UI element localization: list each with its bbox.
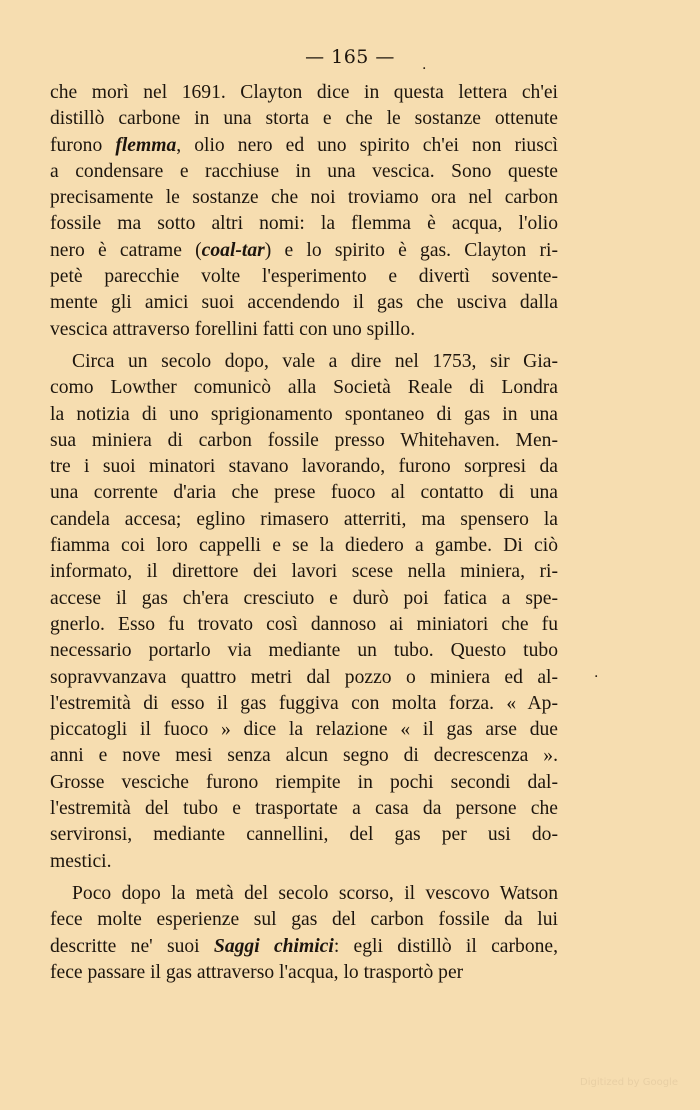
text-line: precisamente le sostanze che noi troviamo ora nel carbon bbox=[50, 187, 558, 209]
text-line: che morì nel 1691. Clayton dice in questa lettera ch'ei bbox=[50, 82, 558, 103]
page-number: — 165 — bbox=[305, 46, 395, 68]
text-line: Circa un secolo dopo, vale a dire nel 1753, sir Gia- bbox=[72, 350, 558, 372]
text-line: una corrente d'aria che prese fuoco al contatto di una bbox=[50, 482, 558, 504]
text-line: necessario portarlo via mediante un tubo. Questo tubo bbox=[50, 640, 558, 662]
paragraph bbox=[50, 349, 558, 875]
text-line: mestici. bbox=[50, 850, 112, 872]
text-segment: , olio nero ed uno spirito ch'ei non riuscì bbox=[176, 134, 558, 156]
watermark: Digitized by Google bbox=[580, 1077, 678, 1088]
text-line: sua miniera di carbon fossile presso Whitehaven. Men- bbox=[50, 429, 558, 451]
text-line: l'estremità del tubo e trasportate a casa da persone che bbox=[50, 798, 558, 820]
text-line: piccatogli il fuoco » dice la relazione « il gas arse due bbox=[50, 719, 558, 741]
text-line: informato, il direttore dei lavori scese nella miniera, ri- bbox=[50, 561, 558, 583]
text-segment: : egli distillò il carbone, bbox=[333, 935, 559, 957]
text-line: mente gli amici suoi accendendo il gas che usciva dalla bbox=[50, 292, 558, 314]
italic-term: coal-tar bbox=[201, 239, 265, 261]
text-line: Poco dopo la metà del secolo scorso, il vescovo Watson bbox=[72, 882, 558, 904]
text-line bbox=[50, 133, 558, 159]
text-line: a condensare e racchiuse in una vescica. Sono queste bbox=[50, 160, 558, 182]
text-line bbox=[50, 238, 558, 264]
text-line: petè parecchie volte l'esperimento e divertì sovente- bbox=[50, 266, 558, 288]
text-line: fossile ma sotto altri nomi: la flemma è acqua, l'olio bbox=[50, 213, 558, 235]
paragraph bbox=[50, 881, 558, 986]
italic-term: flemma bbox=[115, 134, 177, 156]
text-line: gnerlo. Esso fu trovato così dannoso ai miniatori che fu bbox=[50, 613, 558, 635]
text-line: fiamma coi loro cappelli e se la diedero a gambe. Di ciò bbox=[50, 535, 558, 557]
text-line: servironsi, mediante cannellini, del gas per usi do- bbox=[50, 824, 558, 846]
text-segment: nero è catrame ( bbox=[50, 239, 202, 261]
body-text bbox=[50, 80, 558, 986]
text-line bbox=[50, 934, 558, 960]
text-line: vescica attraverso forellini fatti con uno spillo. bbox=[50, 318, 416, 340]
text-line: tre i suoi minatori stavano lavorando, furono sorpresi da bbox=[50, 456, 558, 478]
text-line: distillò carbone in una storta e che le sostanze ottenute bbox=[50, 108, 558, 130]
text-line: Grosse vesciche furono riempite in pochi secondi dal- bbox=[50, 771, 558, 793]
text-line: la notizia di uno sprigionamento spontaneo di gas in una bbox=[50, 403, 558, 425]
text-line: como Lowther comunicò alla Società Reale di Londra bbox=[50, 377, 558, 399]
text-segment: furono bbox=[50, 134, 116, 156]
italic-term: Saggi chimici bbox=[213, 935, 334, 957]
text-line: anni e nove mesi senza alcun segno di decrescenza ». bbox=[50, 745, 558, 767]
text-line: fece molte esperienze sul gas del carbon fossile da lui bbox=[50, 909, 558, 931]
text-line: accese il gas ch'era cresciuto e durò poi fatica a spe- bbox=[50, 587, 558, 609]
ink-speck-margin: · bbox=[594, 669, 599, 685]
paragraph bbox=[50, 80, 558, 343]
text-line: l'estremità di esso il gas fuggiva con molta forza. « Ap- bbox=[50, 692, 558, 714]
text-segment: descritte ne' suoi bbox=[50, 935, 214, 957]
text-segment: ) e lo spirito è gas. Clayton ri- bbox=[264, 239, 559, 261]
text-line: candela accesa; eglino rimasero atterriti, ma spensero la bbox=[50, 508, 558, 530]
ink-speck-top: · bbox=[422, 61, 427, 77]
text-line: fece passare il gas attraverso l'acqua, lo trasportò per bbox=[50, 961, 464, 983]
text-line: sopravvanzava quattro metri dal pozzo o miniera ed al- bbox=[50, 666, 558, 688]
